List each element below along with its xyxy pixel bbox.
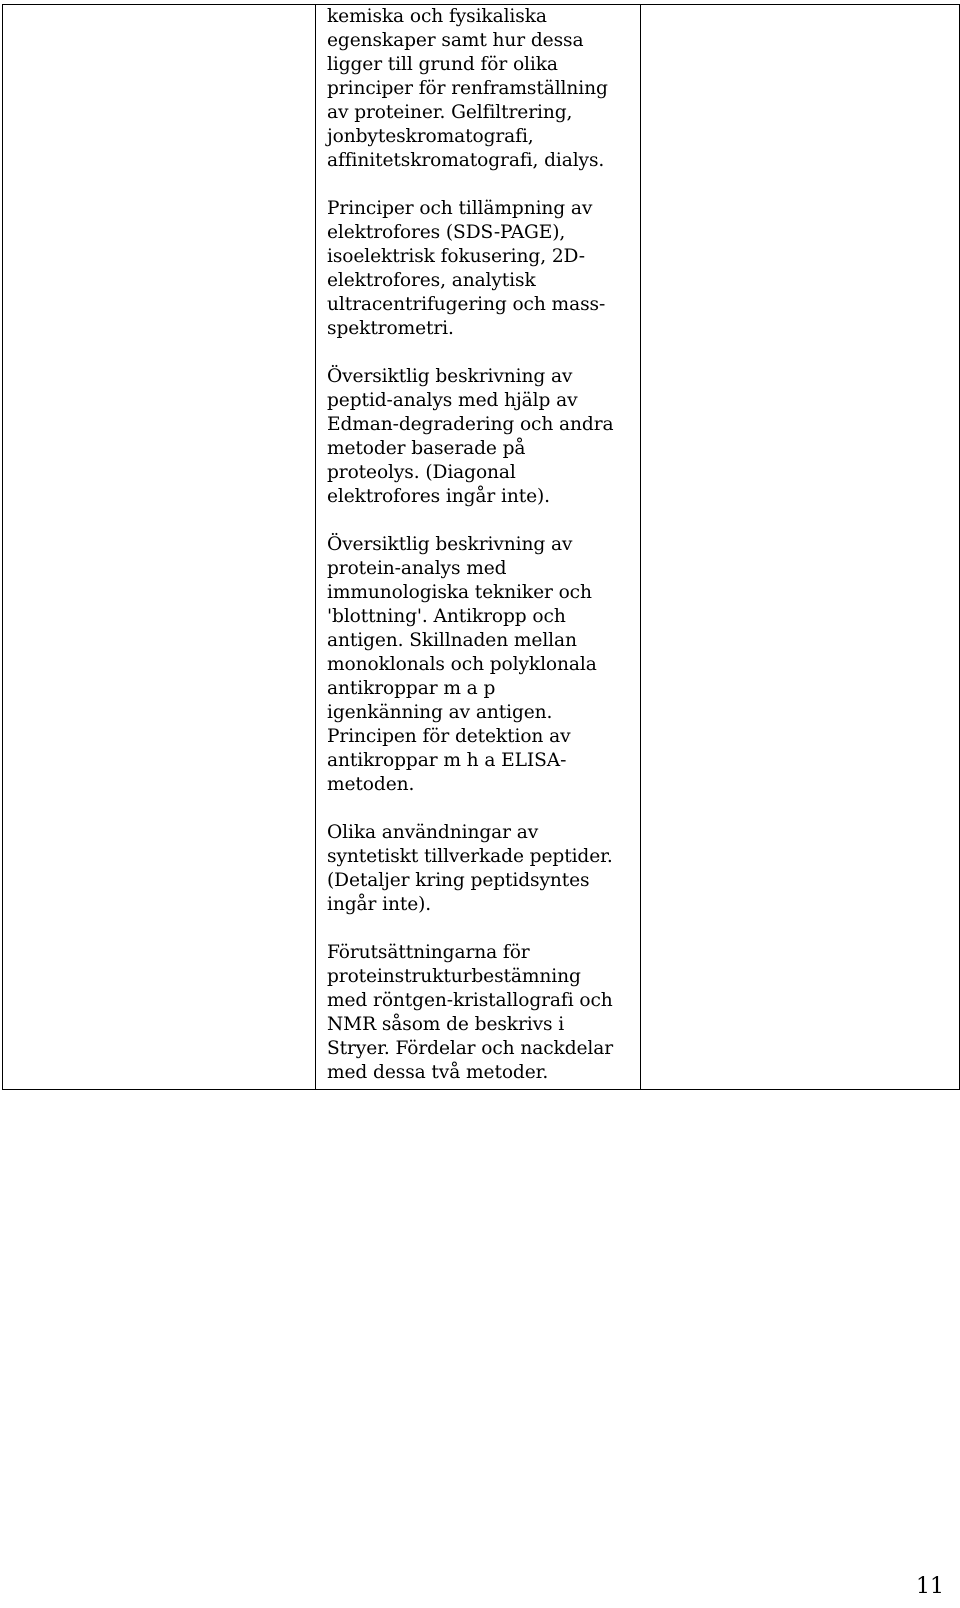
cell-text-block: [316, 5, 640, 1085]
paragraph-peptide-analysis: Översiktlig beskrivning av peptid-analys med hjälp av Edman-degradering och andra metoder baserade på proteolys. (Diagonal elektrofores ingår inte).: [327, 366, 614, 507]
page-number: 11: [916, 1574, 944, 1599]
table-cell-right: [641, 5, 960, 1090]
paragraph-immunology: Översiktlig beskrivning av protein-analys med immunologiska tekniker och 'blottning'. Antikropp och antigen. Skillnaden mellan monoklonals och polyklonala antikroppar m a p igenkänning av antigen. Principen för detektion av antikroppar m h a ELISA- metoden.: [327, 534, 597, 795]
paragraph-structure-determination: Förutsättningarna för proteinstrukturbestämning med röntgen-kristallografi och NMR såsom de beskrivs i Stryer. Fördelar och nackdelar med dessa två metoder.: [327, 942, 614, 1083]
table-cell-left: [3, 5, 316, 1090]
paragraph-purification: kemiska och fysikaliska egenskaper samt hur dessa ligger till grund för olika principer för renframställning av proteiner. Gelfiltrering, jonbyteskromatografi, affinitetskromatografi, dialys.: [327, 6, 608, 171]
table-row: [3, 5, 960, 1090]
course-content-table: [2, 4, 960, 1090]
paragraph-electrophoresis: Principer och tillämpning av elektrofores (SDS-PAGE), isoelektrisk fokusering, 2D- elektrofores, analytisk ultracentrifugering och mass- spektrometri.: [327, 198, 606, 339]
table-cell-content: [316, 5, 641, 1090]
paragraph-synthetic-peptides: Olika användningar av syntetiskt tillverkade peptider. (Detaljer kring peptidsyntes ingår inte).: [327, 822, 613, 915]
